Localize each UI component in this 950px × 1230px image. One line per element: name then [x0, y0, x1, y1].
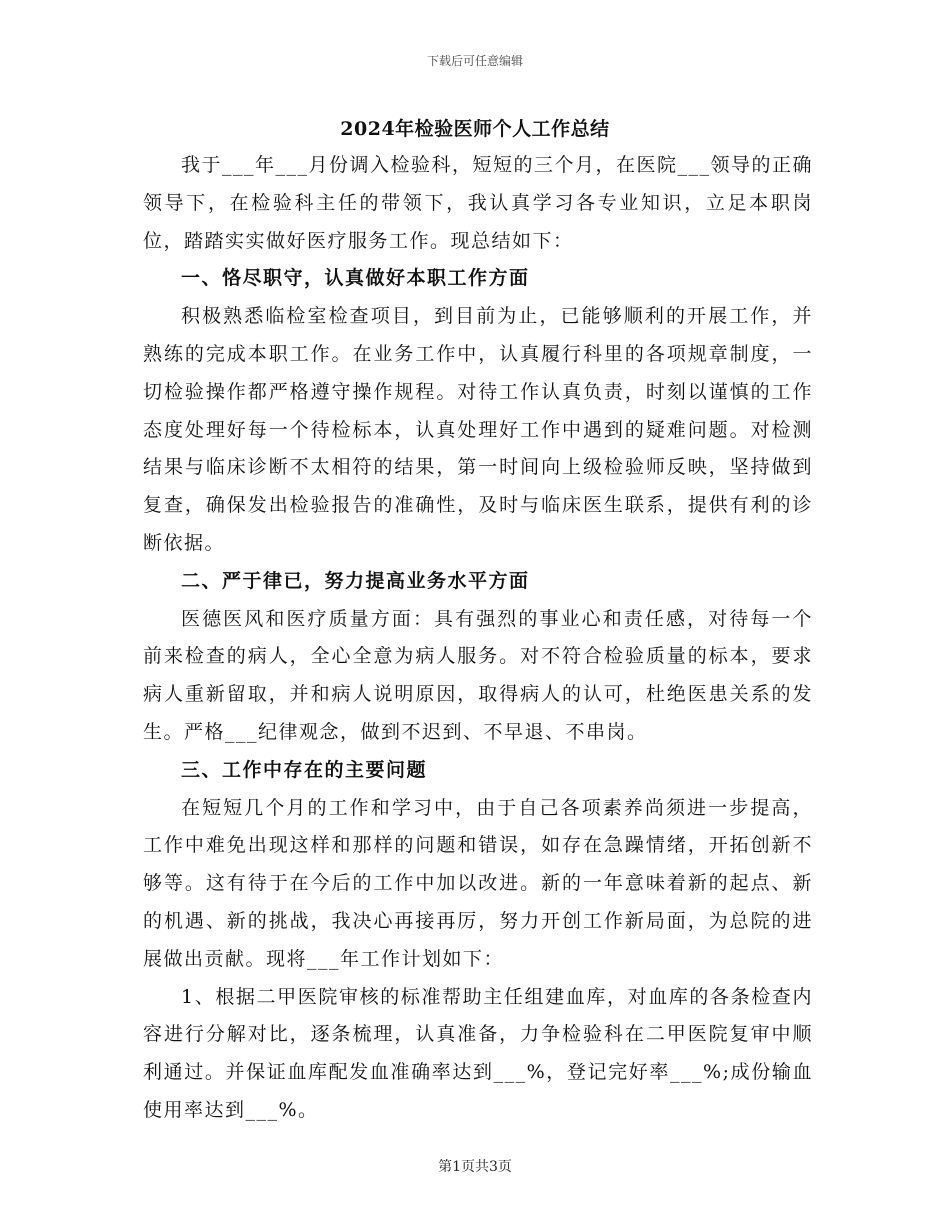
page-number: 第1页共3页 — [438, 1159, 512, 1175]
section-heading-3: 三、工作中存在的主要问题 — [181, 758, 428, 781]
section-heading-2: 二、严于律已，努力提高业务水平方面 — [181, 569, 530, 592]
plan-item-1: 1、根据二甲医院审核的标准帮助主任组建血库，对血库的各条检查内容进行分解对比，逐条梳理，认真准备，力争检验科在二甲医院复审中顺利通过。并保证血库配发血准确率达到___%，登记完好率___%;成份输血使用率达到___%。 — [143, 985, 813, 1121]
document-title: 2024年检验医师个人工作总结 — [340, 118, 610, 140]
section-heading-1: 一、恪尽职守，认真做好本职工作方面 — [181, 267, 530, 290]
page-header-note: 下载后可任意编辑 — [426, 54, 523, 68]
document-body — [143, 147, 813, 1130]
intro-paragraph: 我于___年___月份调入检验科，短短的三个月，在医院___领导的正确领导下，在检验科主任的带领下，我认真学习各专业知识，立足本职岗位，踏踏实实做好医疗服务工作。现总结如下： — [143, 154, 814, 252]
section-paragraph-2: 医德医风和医疗质量方面：具有强烈的事业心和责任感，对待每一个前来检查的病人，全心全意为病人服务。对不符合检验质量的标本，要求病人重新留取，并和病人说明原因，取得病人的认可，杜绝医患关系的发生。严格___纪律观念，做到不迟到、不早退、不串岗。 — [143, 607, 813, 743]
section-paragraph-3: 在短短几个月的工作和学习中，由于自己各项素养尚须进一步提高，工作中难免出现这样和那样的问题和错误，如存在急躁情绪，开拓创新不够等。这有待于在今后的工作中加以改进。新的一年意味着新的起点、新的机遇、新的挑战，我决心再接再厉，努力开创工作新局面，为总院的进展做出贡献。现将___年工作计划如下： — [143, 796, 813, 970]
section-paragraph-1: 积极熟悉临检室检查项目，到目前为止，已能够顺利的开展工作，并熟练的完成本职工作。在业务工作中，认真履行科里的各项规章制度，一切检验操作都严格遵守操作规程。对待工作认真负责，时刻以谨慎的工作态度处理好每一个待检标本，认真处理好工作中遇到的疑难问题。对检测结果与临床诊断不太相符的结果，第一时间向上级检验师反映，坚持做到复查，确保发出检验报告的准确性，及时与临床医生联系，提供有利的诊断依据。 — [143, 305, 813, 554]
